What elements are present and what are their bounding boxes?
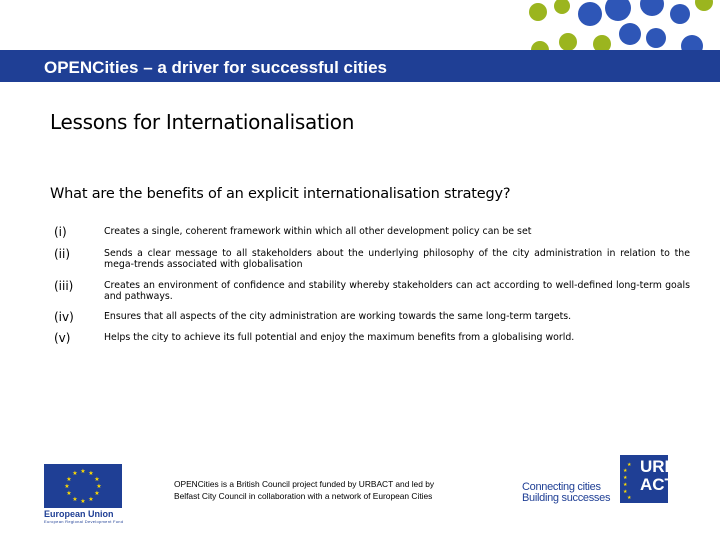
tagline-line: Connecting cities bbox=[522, 481, 601, 493]
item-text: Sends a clear message to all stakeholders about the underlying philosophy of the city administration in relation to the mega-trends associated with globalisation bbox=[104, 248, 690, 270]
svg-text:★: ★ bbox=[627, 462, 632, 468]
dot bbox=[640, 0, 664, 16]
svg-text:★: ★ bbox=[623, 489, 628, 495]
item-text: Creates a single, coherent framework within which all other development policy can be set bbox=[104, 226, 532, 237]
dot bbox=[559, 33, 577, 51]
dot bbox=[695, 0, 713, 11]
dot bbox=[529, 3, 547, 21]
item-number: (ii) bbox=[54, 247, 71, 261]
section-heading: Lessons for Internationalisation bbox=[50, 110, 355, 134]
item-number: (i) bbox=[54, 225, 67, 239]
svg-text:★: ★ bbox=[94, 490, 100, 497]
urbact-line: ACT bbox=[640, 475, 675, 494]
title-banner bbox=[0, 50, 720, 82]
svg-text:★: ★ bbox=[72, 496, 78, 503]
dot bbox=[578, 2, 602, 26]
svg-text:★: ★ bbox=[88, 470, 94, 477]
item-number: (iii) bbox=[54, 279, 74, 293]
svg-text:★: ★ bbox=[64, 483, 70, 490]
item-number: (iv) bbox=[54, 310, 74, 324]
svg-text:★: ★ bbox=[623, 482, 628, 488]
footer-credit bbox=[174, 478, 504, 502]
dot bbox=[605, 0, 631, 21]
svg-text:★: ★ bbox=[66, 490, 72, 497]
item-text: Ensures that all aspects of the city administration are working towards the same long-term targets. bbox=[104, 311, 572, 322]
svg-text:★: ★ bbox=[623, 475, 628, 481]
svg-text:★: ★ bbox=[72, 470, 78, 477]
dot bbox=[646, 28, 666, 48]
urbact-stars-icon bbox=[623, 460, 639, 500]
dot bbox=[670, 4, 690, 24]
eu-sublabel: European Regional Development Fund bbox=[44, 519, 124, 524]
svg-text:★: ★ bbox=[623, 468, 628, 474]
svg-text:★: ★ bbox=[66, 476, 72, 483]
dot bbox=[619, 23, 641, 45]
footer-line: Belfast City Council in collaboration with a network of European Cities bbox=[174, 491, 433, 501]
urbact-line: URB bbox=[640, 457, 677, 476]
item-text: Creates an environment of confidence and stability whereby stakeholders can act according to well-defined long-term goals and pathways. bbox=[104, 280, 690, 302]
tagline-line: Building successes bbox=[522, 492, 611, 504]
item-text: Helps the city to achieve its full potential and enjoy the maximum benefits from a globalising world. bbox=[104, 332, 575, 343]
eu-label: European Union bbox=[44, 509, 114, 519]
urbact-tagline bbox=[522, 482, 610, 504]
footer-line: OPENCities is a British Council project funded by URBACT and led by bbox=[174, 479, 435, 489]
question-text: What are the benefits of an explicit internationalisation strategy? bbox=[50, 186, 511, 202]
svg-text:★: ★ bbox=[96, 483, 102, 490]
urbact-wordmark bbox=[640, 458, 677, 494]
svg-text:★: ★ bbox=[80, 498, 86, 505]
svg-text:★: ★ bbox=[627, 495, 632, 500]
svg-text:★: ★ bbox=[94, 476, 100, 483]
eu-flag-logo bbox=[44, 464, 122, 508]
svg-text:★: ★ bbox=[88, 496, 94, 503]
svg-text:★: ★ bbox=[80, 468, 86, 475]
item-number: (v) bbox=[54, 331, 71, 345]
dot bbox=[554, 0, 570, 14]
slide-title: OPENCities – a driver for successful cities bbox=[44, 58, 387, 77]
